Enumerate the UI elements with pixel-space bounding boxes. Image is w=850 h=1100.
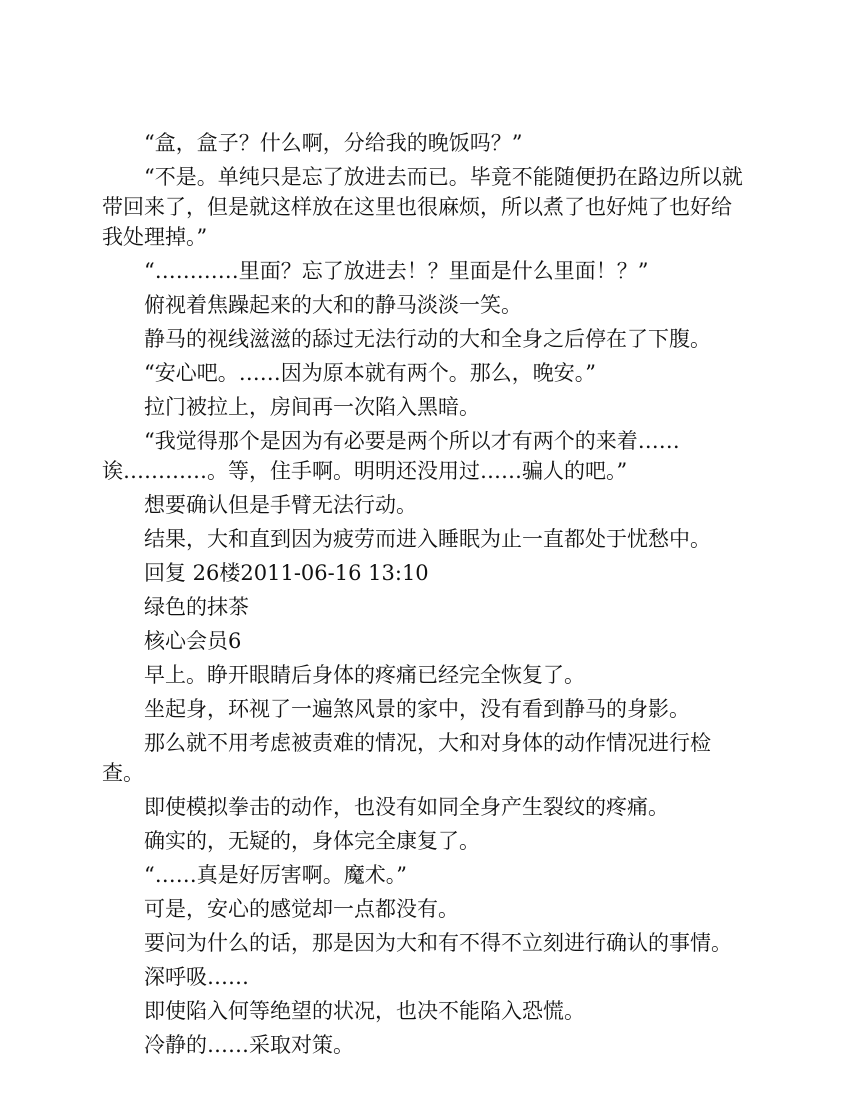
paragraph: 想要确认但是手臂无法行动。 — [144, 493, 417, 517]
paragraph: 坐起身，环视了一遍煞风景的家中，没有看到静马的身影。 — [144, 697, 690, 721]
paragraph: “安心吧。……因为原本就有两个。那么，晚安。” — [144, 361, 596, 385]
paragraph: “不是。单纯只是忘了放进去而已。毕竟不能随便扔在路边所以就带回来了，但是就这样放在这里也很麻烦，所以煮了也好炖了也好给我处理掉。” — [102, 165, 743, 249]
paragraph: 即使陷入何等绝望的状况，也决不能陷入恐慌。 — [144, 999, 585, 1023]
paragraph: 即使模拟拳击的动作，也没有如同全身产生裂纹的疼痛。 — [144, 795, 669, 819]
paragraph: 冷静的……采取对策。 — [144, 1033, 354, 1057]
paragraph: 那么就不用考虑被责难的情况，大和对身体的动作情况进行检查。 — [102, 731, 711, 785]
document-body — [102, 128, 752, 1060]
paragraph: 早上。睁开眼睛后身体的疼痛已经完全恢复了。 — [144, 663, 585, 687]
paragraph: 确实的，无疑的，身体完全康复了。 — [144, 829, 480, 853]
paragraph: 可是，安心的感觉却一点都没有。 — [144, 897, 459, 921]
paragraph: “我觉得那个是因为有必要是两个所以才有两个的来着……诶…………。等，住手啊。明明还没用过……骗人的吧。” — [102, 429, 680, 483]
paragraph: 深呼吸…… — [144, 965, 249, 989]
paragraph: 俯视着焦躁起来的大和的静马淡淡一笑。 — [144, 293, 522, 317]
author-rank: 核心会员6 — [144, 629, 242, 653]
paragraph: 结果，大和直到因为疲劳而进入睡眠为止一直都处于忧愁中。 — [144, 527, 711, 551]
paragraph: 拉门被拉上，房间再一次陷入黑暗。 — [144, 395, 480, 419]
author-name: 绿色的抹茶 — [144, 595, 249, 619]
paragraph: “…………里面？忘了放进去！？里面是什么里面！？” — [144, 259, 649, 283]
paragraph: 要问为什么的话，那是因为大和有不得不立刻进行确认的事情。 — [144, 931, 732, 955]
paragraph: “盒，盒子？什么啊，分给我的晚饭吗？” — [144, 131, 523, 155]
reply-floor-timestamp: 回复 26楼2011-06-16 13:10 — [144, 561, 429, 585]
paragraph: 静马的视线滋滋的舔过无法行动的大和全身之后停在了下腹。 — [144, 327, 711, 351]
paragraph: “……真是好厉害啊。魔术。” — [144, 863, 407, 887]
